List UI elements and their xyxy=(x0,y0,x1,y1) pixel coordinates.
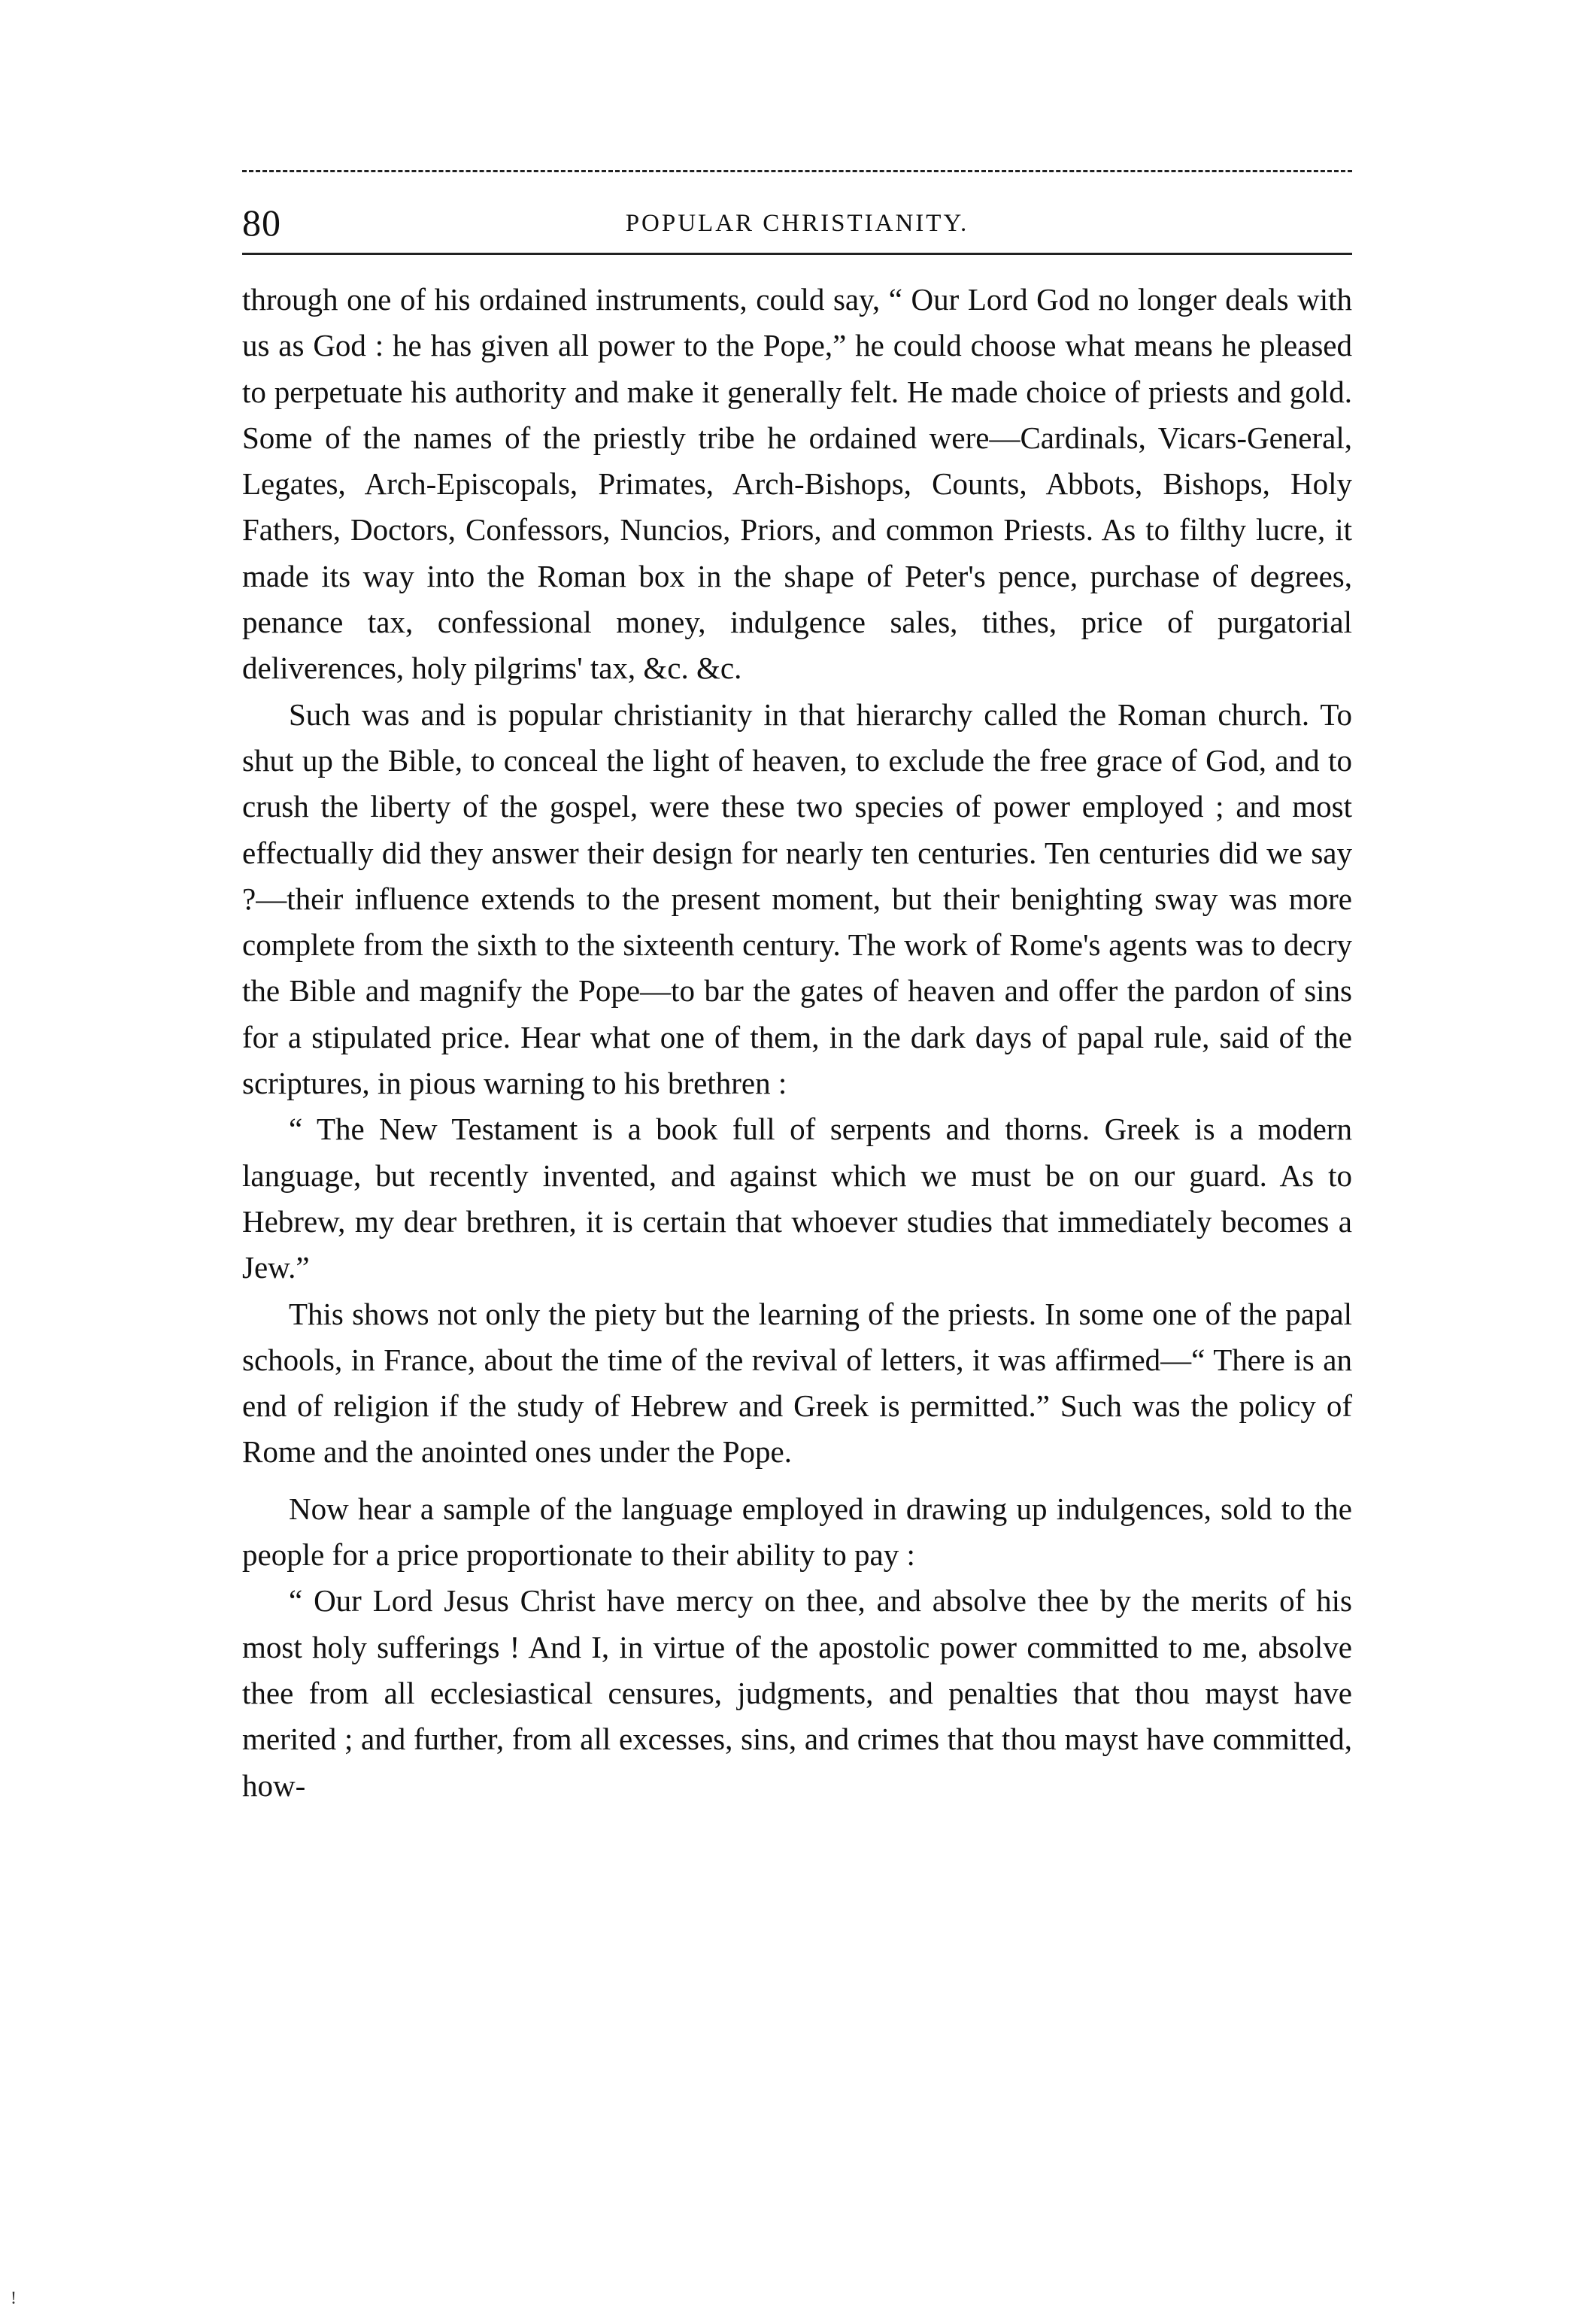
body-text xyxy=(242,277,1352,1809)
top-dashed-rule xyxy=(242,170,1352,172)
header-rule xyxy=(242,253,1352,255)
page-header xyxy=(242,200,1352,245)
page-number: 80 xyxy=(242,202,281,244)
paragraph-continuation: through one of his ordained instruments, could say, “ Our Lord God no longer deals with us as God : he has given all power to the Pope,” he could choose what means he pleased to perpetuate his authority and make it generally felt. He made choice of priests and gold. Some of the names of the priestly tribe he ordained were—Cardinals, Vicars-General, Legates, Arch-Episcopals, Primates, Arch-Bishops, Counts, Abbots, Bishops, Holy Fathers, Doctors, Confessors, Nuncios, Priors, and common Priests. As to filthy lucre, it made its way into the Roman box in the shape of Peter's pence, purchase of degrees, penance tax, confessional money, indulgence sales, tithes, price of purgatorial deliverences, holy pilgrims' tax, &c. &c. xyxy=(242,282,1352,686)
paragraph-quote-new-testament: “ The New Testament is a book full of serpents and thorns. Greek is a modern language, but recently invented, and against which we must be on our guard. As to Hebrew, my dear brethren, it is certain that whoever studies that immediately becomes a Jew.” xyxy=(242,1112,1352,1285)
paragraph-learning-of-priests: This shows not only the piety but the learning of the priests. In some one of the papal schools, in France, about the time of the revival of letters, it was affirmed—“ There is an end of religion if the study of Hebrew and Greek is permitted.” Such was the policy of Rome and the anointed ones under the Pope. xyxy=(242,1296,1352,1470)
paragraph-popular-christianity: Such was and is popular christianity in that hierarchy called the Roman church. To shut up the Bible, to conceal the light of heaven, to exclude the free grace of God, and to crush the liberty of the gospel, were these two species of power employed ; and most effectually did they answer their design for nearly ten centuries. Ten centuries did we say ?—their influence extends to the present moment, but their benighting sway was more complete from the sixth to the sixteenth century. The work of Rome's agents was to decry the Bible and magnify the Pope—to bar the gates of heaven and offer the pardon of sins for a stipulated price. Hear what one of them, in the dark days of papal rule, said of the scriptures, in pious warning to his brethren : xyxy=(242,696,1352,1101)
running-head: POPULAR CHRISTIANITY. xyxy=(625,210,969,237)
paragraph-quote-absolution: “ Our Lord Jesus Christ have mercy on thee, and absolve thee by the merits of his most holy sufferings ! And I, in virtue of the apostolic power committed to me, absolve thee from all ecclesiastical censures, judgments, and penalties that thou mayst have merited ; and further, from all excesses, sins, and crimes that thou mayst have committed, how- xyxy=(242,1583,1352,1803)
paragraph-indulgences-intro: Now hear a sample of the language employed in drawing up indulgences, sold to the people for a price proportionate to their ability to pay : xyxy=(242,1491,1352,1573)
scan-edge-mark: ! xyxy=(11,2289,17,2308)
